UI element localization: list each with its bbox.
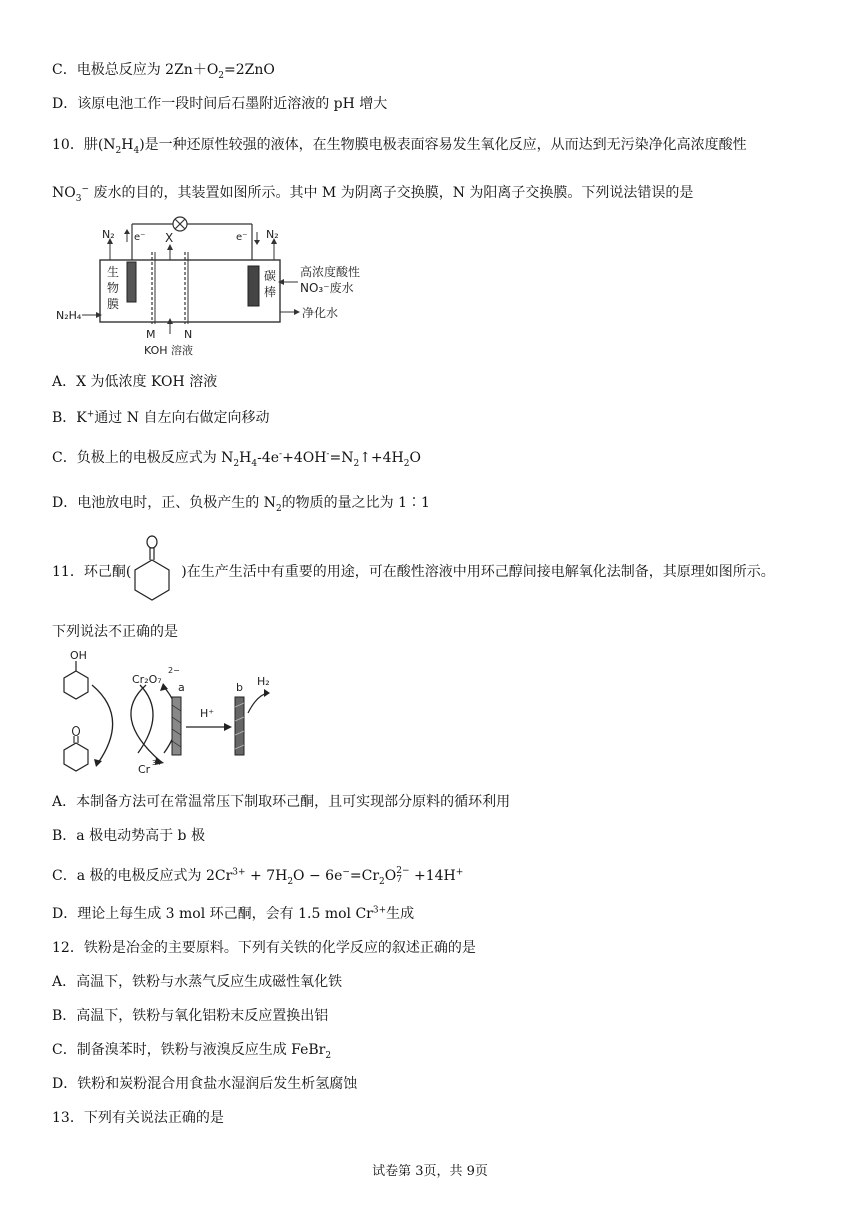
label-waste-1: 高浓度酸性 (300, 265, 361, 279)
q13-stem: 13．下列有关说法正确的是 (52, 1110, 224, 1126)
page-footer: 试卷第 3页，共 9页 (372, 1164, 488, 1179)
q11-option-d: D．理论上每生成 3 mol 环己酮，会有 1.5 mol $Cr^{3+}$生成 (52, 905, 415, 922)
label-cr3-charge: 3+ (152, 759, 163, 767)
label-n: N (184, 328, 193, 341)
label-n2-right: N₂ (266, 228, 279, 241)
label-electron-left: e⁻ (134, 232, 146, 243)
label-electron-right: e⁻ (236, 232, 248, 243)
label-x: X (165, 231, 174, 245)
label-bio-1: 生 (107, 265, 120, 279)
q11-option-c: C．a 极的电极反应式为 $2Cr^{3+} + 7H_2O - 6e^-=Cr_2O$ 2− 7 +14H+ (52, 866, 464, 887)
q12-stem: 12．铁粉是冶金的主要原料。下列有关铁的化学反应的叙述正确的是 (52, 940, 476, 956)
label-cr2o7-charge: 2− (168, 666, 180, 675)
label-h2: H₂ (257, 675, 270, 688)
q11-electrolysis-diagram (52, 645, 292, 781)
label-n2h4: N₂H₄ (56, 309, 82, 322)
q12-option-d: D．铁粉和炭粉混合用食盐水湿润后发生析氢腐蚀 (52, 1076, 358, 1092)
label-cr2o7: Cr₂O₇ (132, 673, 162, 686)
q10-option-b: B．K+通过 N 自左向右做定向移动 (52, 409, 270, 426)
q12-option-a: A．高温下，铁粉与水蒸气反应生成磁性氧化铁 (52, 974, 343, 990)
label-clean-water: 净化水 (302, 306, 339, 320)
label-carbon-1: 碳 (264, 269, 277, 283)
label-electrode-b: b (236, 681, 243, 694)
label-m: M (146, 328, 156, 341)
cyclohexanone-structure (123, 530, 173, 606)
q9-option-c: C．电极总反应为 $2Zn+O_2=2ZnO$ (52, 62, 275, 81)
q11-option-a: A．本制备方法可在常温常压下制取环己酮，且可实现部分原料的循环利用 (52, 794, 511, 810)
q10-option-d: D．电池放电时，正、负极产生的 $N_2$的物质的量之比为 1∶1 (52, 495, 430, 514)
q11-stem-line1: 11．环己酮( )在生产生活中有重要的用途，可在酸性溶液中用环己醇间接电解氧化法制备，其原理如图所示。 (52, 564, 775, 580)
label-bio-2: 物 (107, 281, 120, 295)
q10-stem-line2: $NO_3^-$ 废水的目的，其装置如图所示。其中 M 为阴离子交换膜，N 为阳离子交换膜。下列说法错误的是 (52, 184, 694, 204)
q10-option-a: A．X 为低浓度 KOH 溶液 (52, 374, 218, 390)
label-carbon-2: 棒 (264, 285, 277, 299)
label-oh: OH (70, 649, 87, 662)
q12-option-b: B．高温下，铁粉与氧化铝粉末反应置换出铝 (52, 1008, 329, 1024)
q11-stem-line2: 下列说法不正确的是 (52, 624, 178, 640)
label-electrode-a: a (178, 681, 185, 694)
label-koh: KOH 溶液 (144, 344, 194, 357)
label-h-plus: H⁺ (200, 707, 215, 720)
q10-stem-line1: 10．肼$(N_2H_4)$是一种还原性较强的液体，在生物膜电极表面容易发生氧化反应，从而达到无污染净化高浓度酸性 (52, 137, 747, 156)
label-waste-2: NO₃⁻废水 (300, 281, 354, 295)
label-bio-3: 膜 (107, 297, 120, 311)
q11-option-b: B．a 极电动势高于 b 极 (52, 828, 205, 844)
q10-option-c: C．负极上的电极反应式为 $N_2H_4-4e^-+4OH^-=N_2↑+4H_2O$ (52, 449, 421, 469)
label-cr3: Cr (138, 763, 151, 776)
q12-option-c: C．制备溴苯时，铁粉与液溴反应生成 FeBr$_2$ (52, 1042, 332, 1061)
q10-apparatus-diagram (52, 212, 361, 362)
q9-option-d: D．该原电池工作一段时间后石墨附近溶液的 pH 增大 (52, 96, 388, 112)
label-n2-left: N₂ (102, 228, 115, 241)
